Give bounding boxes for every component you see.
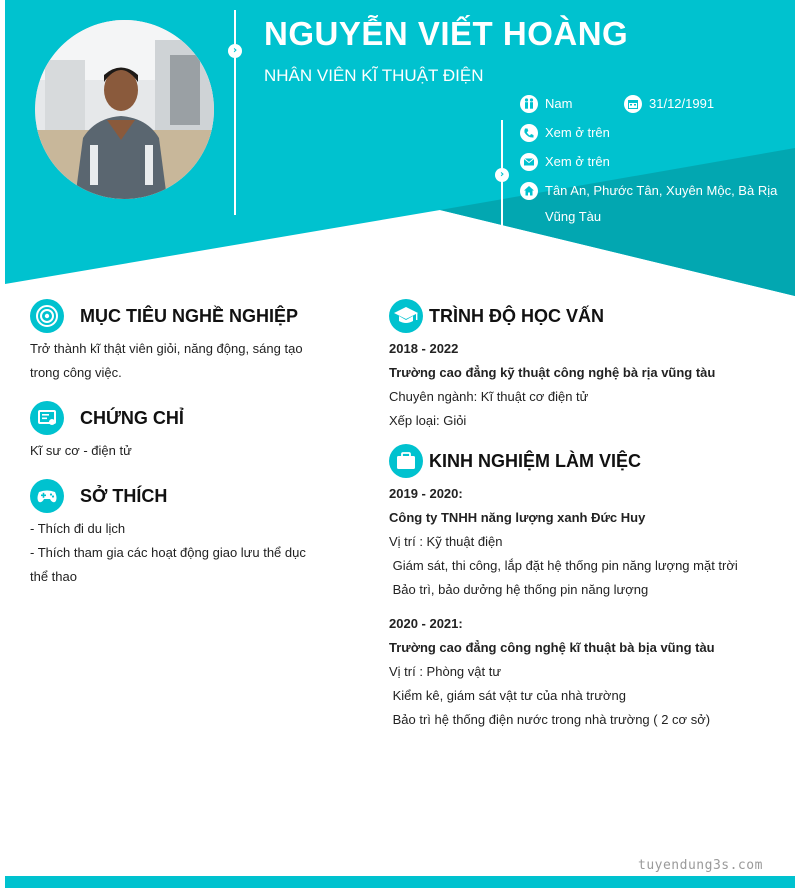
- job-task: Giám sát, thi công, lắp đặt hệ thống pin năng lượng mặt trời: [389, 558, 738, 573]
- section-title: CHỨNG CHỈ: [80, 407, 184, 428]
- experience-job-2: [389, 612, 794, 732]
- graduation-cap-icon: [389, 299, 423, 333]
- job-task: Kiểm kê, giám sát vật tư của nhà trường: [389, 688, 626, 703]
- section-title: MỤC TIÊU NGHỀ NGHIỆP: [80, 305, 299, 326]
- gender-icon: [520, 95, 538, 113]
- job-role: Vị trí : Phòng vật tư: [389, 664, 502, 679]
- certificate-icon: [30, 401, 64, 435]
- job-task: Bảo trì, bảo dưởng hệ thống pin năng lượng: [389, 582, 649, 597]
- watermark: tuyendung3s.com: [638, 858, 763, 873]
- experience-job-1: [389, 482, 794, 602]
- section-experience: [389, 444, 641, 478]
- info-email: [520, 154, 610, 175]
- section-title: KINH NGHIỆM LÀM VIỆC: [429, 450, 642, 471]
- job-company: Trường cao đẳng công nghệ kĩ thuật bà bịa vũng tàu: [389, 640, 715, 655]
- section-title: TRÌNH ĐỘ HỌC VẤN: [429, 305, 604, 326]
- education-rank: Xếp loại: Giỏi: [389, 413, 467, 428]
- job-task: Bảo trì hệ thống điện nước trong nhà trường ( 2 cơ sở): [389, 712, 711, 727]
- certificates-text: [30, 439, 315, 463]
- home-icon: [520, 182, 538, 200]
- footer-bar: [5, 876, 795, 888]
- job-role: Vị trí : Kỹ thuật điện: [389, 534, 503, 549]
- info-phone: [520, 125, 610, 146]
- phone-value: Xem ở trên: [545, 125, 610, 140]
- avatar: [35, 20, 214, 199]
- section-certificates: [30, 401, 184, 435]
- hobby-line: - Thích đi du lịch: [30, 521, 126, 536]
- hobby-line: - Thích tham gia các hoạt động giao lưu thể dục: [30, 545, 306, 560]
- candidate-name: NGUYỄN VIẾT HOÀNG: [264, 15, 629, 52]
- dob-value: 31/12/1991: [649, 96, 715, 111]
- gender-value: Nam: [545, 96, 573, 111]
- address-line-1: Tân An, Phước Tân, Xuyên Mộc, Bà Rịa: [545, 183, 778, 198]
- section-objective: [30, 299, 298, 333]
- section-title: SỞ THÍCH: [80, 485, 168, 506]
- briefcase-icon: [389, 444, 423, 478]
- info-address: [520, 183, 780, 230]
- chevron-right-icon: ›: [495, 168, 509, 182]
- section-hobbies: [30, 479, 167, 513]
- certificate-item: Kĩ sư cơ - điện tử: [30, 443, 132, 458]
- job-period: 2019 - 2020:: [389, 486, 463, 501]
- chevron-right-icon: ›: [228, 44, 242, 58]
- objective-line: Trở thành kĩ thật viên giỏi, năng động, sáng tạo: [30, 341, 303, 356]
- target-icon: [30, 299, 64, 333]
- address-value: [545, 178, 777, 230]
- address-line-2: Vũng Tàu: [545, 209, 602, 224]
- calendar-icon: [624, 95, 642, 113]
- email-value: Xem ở trên: [545, 154, 610, 169]
- info-gender: [520, 96, 572, 117]
- education-school: Trường cao đẳng kỹ thuật công nghệ bà rịa vũng tàu: [389, 365, 716, 380]
- header-divider-left: [234, 10, 236, 215]
- education-content: [389, 337, 789, 433]
- objective-text: [30, 337, 315, 385]
- info-dob: [624, 96, 714, 117]
- phone-icon: [520, 124, 538, 142]
- education-major: Chuyên ngành: Kĩ thuật cơ điện tử: [389, 389, 589, 404]
- hobby-line: thể thao: [30, 569, 77, 584]
- hobbies-text: [30, 517, 320, 589]
- job-company: Công ty TNHH năng lượng xanh Đức Huy: [389, 510, 646, 525]
- candidate-position: NHÂN VIÊN KĨ THUẬT ĐIỆN: [264, 66, 484, 85]
- section-education: [389, 299, 604, 333]
- job-period: 2020 - 2021:: [389, 616, 463, 631]
- education-period: 2018 - 2022: [389, 341, 459, 356]
- mail-icon: [520, 153, 538, 171]
- objective-line: trong công việc.: [30, 365, 122, 380]
- gamepad-icon: [30, 479, 64, 513]
